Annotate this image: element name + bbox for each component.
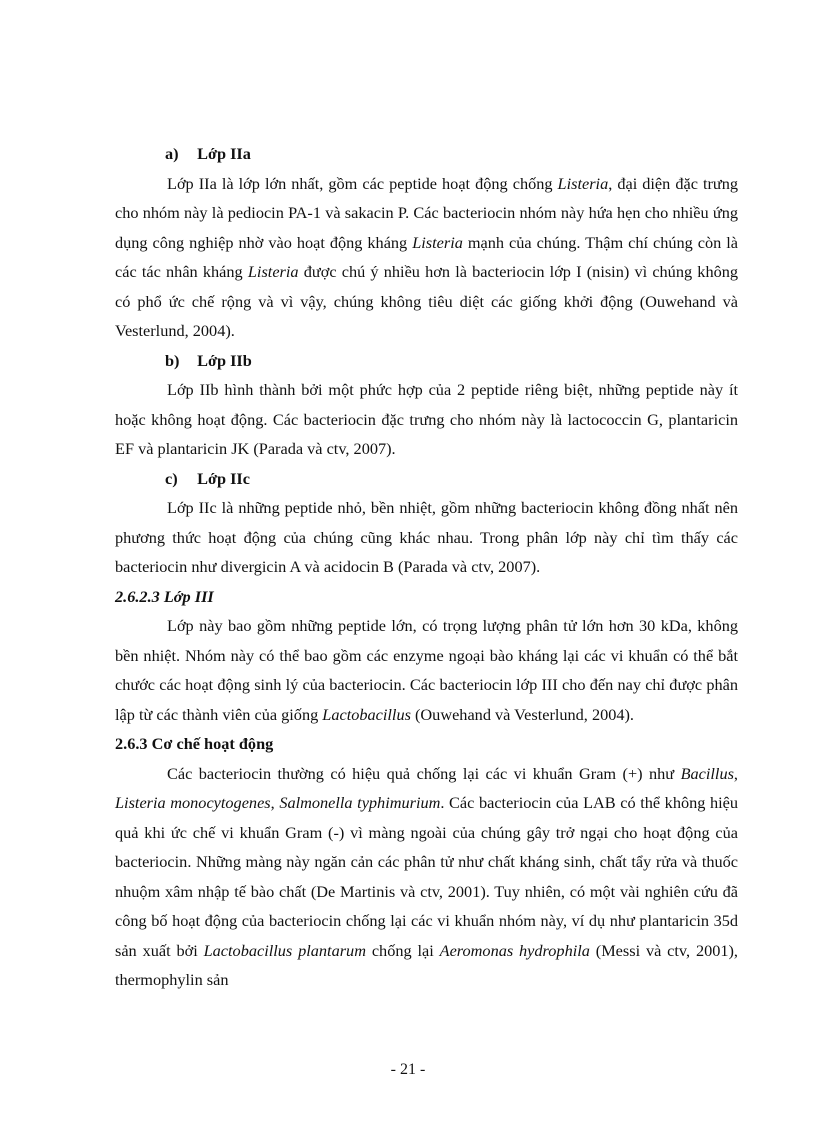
text-run: Lớp này bao gồm những peptide lớn, có trọng lượng phân tử lớn hơn 30 kDa, không bền nhiệt. Nhóm này có thể bao gồm các enzyme ngoại bào kháng lại các vi khuẩn có thể bắt chước các hoạt động sinh lý của bacteriocin. Các bacteriocin lớp III cho đến nay chỉ được phân lập từ các thành viên của giống [115, 616, 738, 724]
text-run: Các bacteriocin thường có hiệu quả chống lại các vi khuẩn Gram (+) như [167, 763, 681, 783]
text-run: Lớp IIa là lớp lớn nhất, gồm các peptide hoạt động chống [167, 173, 558, 193]
heading-label: b) [165, 350, 180, 370]
italic-term: Listeria [412, 232, 463, 252]
heading-lop-iib [115, 346, 738, 376]
italic-term: Lactobacillus plantarum [203, 940, 366, 960]
heading-label: a) [165, 144, 179, 163]
text-run: . Các bacteriocin của LAB có thể không hiệu quả khi ức chế vi khuẩn Gram (-) vì màng ngoài của chúng gây trở ngại cho hoạt động của bacteriocin. Những màng này ngăn cản các phân tử như chất kháng sinh, chất tẩy rửa và thuốc nhuộm xâm nhập tế bào chất (De Martinis và ctv, 2001). Tuy nhiên, có một vài nghiên cứu đã công bố hoạt động của bacteriocin chống lại các vi khuẩn nhóm này, ví dụ như plantaricin 35d sản xuất bởi [115, 793, 739, 960]
text-run: , [270, 793, 280, 812]
text-run: (Messi và ctv, 2001), thermophylin sản [115, 940, 738, 989]
text-run: (Ouwehand và Vesterlund, 2004). [410, 704, 635, 724]
italic-term: Bacillus [680, 763, 734, 783]
paragraph [115, 611, 738, 729]
text-run: chống lại [365, 940, 440, 960]
heading-lop-iic [115, 464, 738, 494]
italic-term: Aeromonas hydrophila [439, 940, 590, 960]
text-run: mạnh của chúng. Thậm chí chúng còn là các tác nhân kháng [115, 232, 738, 281]
paragraph [115, 169, 738, 346]
paragraph [115, 759, 738, 995]
heading-lop-iia [115, 139, 738, 169]
paragraph [115, 493, 738, 582]
heading-text: Lớp IIc [197, 468, 250, 488]
heading-text: Lớp IIa [197, 144, 251, 163]
italic-term: Lactobacillus [322, 704, 411, 724]
heading-label: c) [165, 468, 178, 488]
page-number: - 21 - [390, 1061, 426, 1078]
text-run: Lớp IIc là những peptide nhỏ, bền nhiệt, gồm những bacteriocin không đồng nhất nên phương thức hoạt động của chúng cũng khác nhau. Trong phân lớp này chỉ tìm thấy các bacteriocin như divergicin A và acidocin B (Parada và ctv, 2007). [115, 498, 738, 576]
italic-term: Listeria monocytogenes [115, 793, 271, 812]
text-run: , [733, 763, 738, 783]
heading-text: Lớp IIb [197, 350, 252, 370]
heading-2623-lop-iii: 2.6.2.3 Lớp III [115, 586, 214, 606]
text-run: , đại diện đặc trưng cho nhóm này là pediocin PA-1 và sakacin P. Các bacteriocin nhóm này hứa hẹn cho nhiều ứng dụng công nghiệp nhờ vào hoạt động kháng [115, 173, 739, 252]
heading-263-co-che-hoat-dong: 2.6.3 Cơ chế hoạt động [115, 734, 274, 753]
paragraph [115, 375, 738, 464]
italic-term: Listeria [247, 262, 299, 281]
text-run: được chú ý nhiều hơn là bacteriocin lớp I (nisin) vì chúng không có phổ ức chế rộng và vì vậy, chúng không tiêu diệt các giống khởi động (Ouwehand và Vesterlund, 2004). [115, 262, 739, 340]
italic-term: Salmonella typhimurium [279, 793, 441, 812]
italic-term: Listeria [557, 173, 609, 193]
body-text [115, 139, 738, 995]
text-run: Lớp IIb hình thành bởi một phức hợp của 2 peptide riêng biệt, những peptide này ít hoặc không hoạt động. Các bacteriocin đặc trưng cho nhóm này là lactococcin G, plantaricin EF và plantaricin JK (Parada và ctv, 2007). [115, 380, 738, 458]
